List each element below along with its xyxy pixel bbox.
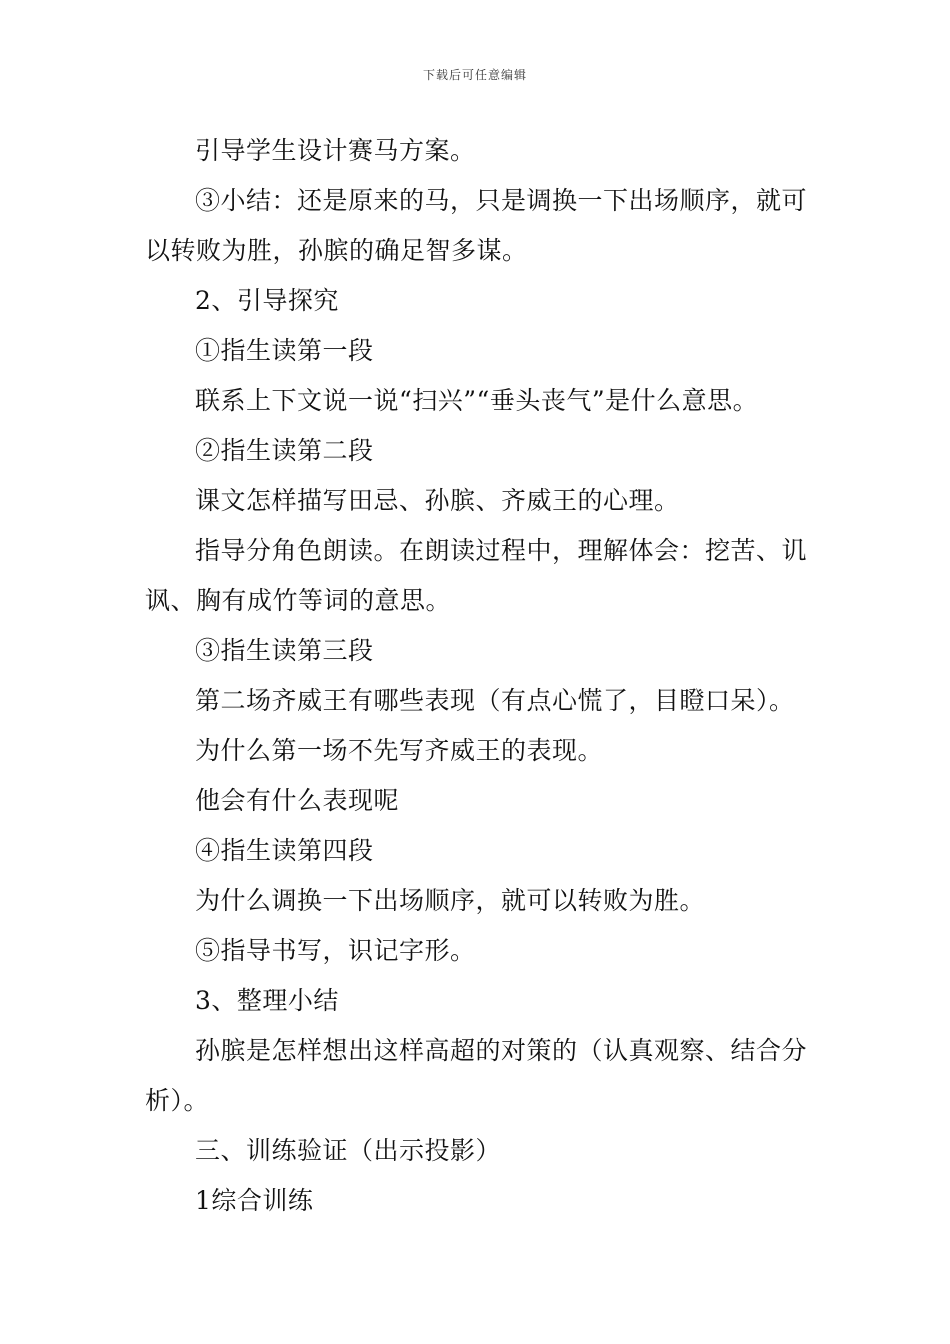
paragraph-psychology: 课文怎样描写田忌、孙膑、齐威王的心理。	[195, 486, 680, 515]
paragraph-why-first: 为什么第一场不先写齐威王的表现。	[195, 736, 604, 765]
paragraph-why-swap: 为什么调换一下出场顺序，就可以转败为胜。	[195, 886, 706, 915]
paragraph-read-first: ①指生读第一段	[195, 336, 374, 365]
paragraph-what-reaction: 他会有什么表现呢	[195, 786, 400, 815]
paragraph-role-reading: 指导分角色朗读。在朗读过程中，理解体会：挖苦、讥讽、胸有成竹等词的意思。	[145, 536, 808, 615]
paragraph-writing: ⑤指导书写，识记字形。	[195, 936, 476, 965]
paragraph-read-fourth: ④指生读第四段	[195, 836, 374, 865]
heading-training: 三、训练验证（出示投影）	[195, 1136, 502, 1165]
paragraph-second-race: 第二场齐威王有哪些表现（有点心慌了，目瞪口呆）。	[195, 686, 795, 715]
paragraph-strategy: 孙膑是怎样想出这样高超的对策的（认真观察、结合分析）。	[145, 1036, 808, 1115]
heading-summary: 3、整理小结	[195, 986, 339, 1015]
paragraph-read-second: ②指生读第二段	[195, 436, 374, 465]
heading-guide-explore: 2、引导探究	[195, 286, 339, 315]
paragraph-context-words: 联系上下文说一说“扫兴”“垂头丧气”是什么意思。	[195, 386, 759, 415]
document-body	[145, 126, 810, 1226]
heading-comprehensive: 1综合训练	[195, 1186, 314, 1215]
paragraph-design-plan: 引导学生设计赛马方案。	[195, 136, 476, 165]
paragraph-summary: ③小结：还是原来的马，只是调换一下出场顺序，就可以转败为胜，孙膑的确足智多谋。	[145, 186, 808, 265]
paragraph-read-third: ③指生读第三段	[195, 636, 374, 665]
page-header: 下载后可任意编辑	[422, 68, 527, 82]
